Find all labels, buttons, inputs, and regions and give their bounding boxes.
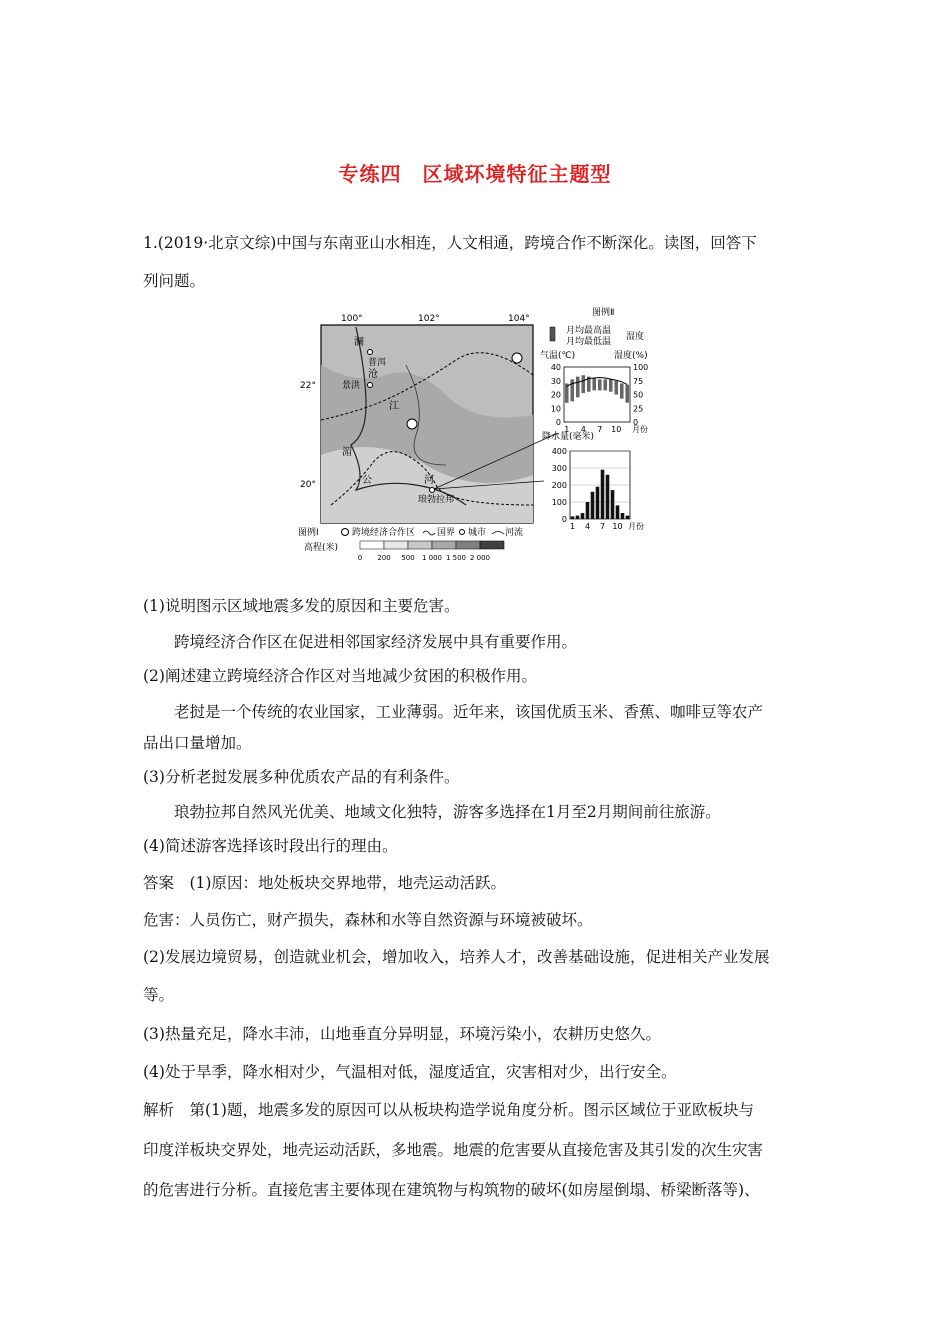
elevation-swatch <box>456 541 480 549</box>
temp-ytick-label: 40 <box>550 363 561 372</box>
humidity-ytick-label: 25 <box>633 404 644 414</box>
precip-bar <box>581 513 585 519</box>
legend1-title: 图例Ⅰ <box>298 528 319 538</box>
precip-xtick-label: 1 <box>569 522 576 531</box>
temp-range-bar <box>603 379 607 390</box>
latitude-label: 20° <box>300 480 316 490</box>
temp-range-bar <box>592 378 596 390</box>
temp-range-bar <box>576 377 580 398</box>
longitude-label: 102° <box>418 314 440 324</box>
precip-ytick-label: 0 <box>561 515 567 524</box>
legend2-max: 月均最高温 <box>566 326 612 336</box>
passage-2-line2: 品出口量增加。 <box>143 734 252 752</box>
precip-bar <box>591 492 595 519</box>
temp-ytick-label: 30 <box>550 376 561 386</box>
analysis-line1: 解析 第(1)题，地震多发的原因可以从板块构造学说角度分析。图示区域位于亚欧板块与 <box>143 1101 754 1119</box>
precip-xtick-label: 4 <box>584 522 591 531</box>
temp-range-bar <box>614 381 618 395</box>
precip-xtick-label: 7 <box>599 522 606 531</box>
precip-bar <box>571 516 575 519</box>
precip-ytick-label: 300 <box>551 464 567 473</box>
longitude-label: 100° <box>341 314 363 324</box>
temp-range-bar <box>625 385 629 403</box>
precip-bar <box>586 502 590 519</box>
temp-range-bar <box>620 384 624 399</box>
temp-xtick-label: 10 <box>611 425 622 434</box>
river-char: 公 <box>362 475 372 486</box>
precip-bar <box>601 470 605 519</box>
legend1-border: 国界 <box>437 528 456 538</box>
passage-1: 跨境经济合作区在促进相邻国家经济发展中具有重要作用。 <box>174 633 578 651</box>
precip-bar <box>611 490 615 519</box>
river-char: 澜 <box>354 337 364 348</box>
city-marker <box>368 350 373 355</box>
passage-2-line1: 老挝是一个传统的农业国家，工业薄弱。近年来，该国优质玉米、香蕉、咖啡豆等农产 <box>174 703 764 721</box>
legend1-city: 城市 <box>468 528 487 538</box>
river-char: 沧 <box>368 369 378 380</box>
temp-axis-title: 气温(℃) <box>540 351 576 361</box>
temp-range-bar <box>565 384 569 403</box>
precip-bar <box>621 513 625 519</box>
answer-2-line2: 等。 <box>143 986 175 1004</box>
answer-1: 答案 (1)原因：地处板块交界地带，地壳运动活跃。 <box>143 874 506 892</box>
humidity-ytick-label: 100 <box>633 363 649 372</box>
elevation-swatch <box>384 541 408 549</box>
elevation-tick-label: 200 <box>377 554 391 562</box>
question-figure <box>296 305 660 569</box>
answer-4: (4)处于旱季，降水相对少，气温相对低，湿度适宜，灾害相对少，出行安全。 <box>143 1063 677 1081</box>
figure-svg <box>296 305 660 569</box>
answer-2-line1: (2)发展边境贸易，创造就业机会，增加收入，培养人才，改善基础设施，促进相关产业发展 <box>143 948 770 966</box>
city-label: 普洱 <box>368 358 387 368</box>
precip-bar <box>606 475 610 519</box>
temp-xtick-label: 1 <box>564 425 570 434</box>
temp-xtick-label: 7 <box>597 425 603 434</box>
passage-3: 琅勃拉邦自然风光优美、地域文化独特，游客多选择在1月至2月期间前往旅游。 <box>174 803 721 821</box>
legend1-elevation-label: 高程(米) <box>304 543 339 553</box>
river-char: 河 <box>424 475 434 486</box>
precip-bar <box>626 516 630 519</box>
humidity-ytick-label: 50 <box>633 390 644 400</box>
humidity-axis-title: 湿度(%) <box>614 351 648 361</box>
humidity-line <box>567 377 628 386</box>
temp-ytick-label: 10 <box>550 404 561 414</box>
humidity-ytick-label: 75 <box>633 376 644 386</box>
question-intro-line2: 列问题。 <box>143 272 206 290</box>
precip-xaxis-label: 月份 <box>628 522 644 531</box>
precip-ytick-label: 400 <box>551 447 567 456</box>
legend2-humidity: 湿度 <box>626 332 645 342</box>
elevation-tick-label: 2 000 <box>469 554 491 562</box>
question-1: (1)说明图示区域地震多发的原因和主要危害。 <box>143 597 460 615</box>
question-2: (2)阐述建立跨境经济合作区对当地减少贫困的积极作用。 <box>143 667 537 685</box>
answer-3: (3)热量充足，降水丰沛，山地垂直分异明显，环境污染小，农耕历史悠久。 <box>143 1025 661 1043</box>
precip-xtick-label: 10 <box>612 522 623 531</box>
river-char: 湄 <box>342 447 352 458</box>
elevation-tick-label: 1 000 <box>421 554 443 562</box>
river-char: 江 <box>389 401 399 412</box>
temp-range-bar <box>581 375 585 393</box>
legend1-river: 河流 <box>505 528 524 538</box>
city-label: 琅勃拉邦 <box>418 495 455 505</box>
precip-bar <box>576 516 580 519</box>
precipitation-chart <box>552 447 644 531</box>
elevation-swatch <box>480 541 504 549</box>
temp-ytick-label: 20 <box>550 390 561 400</box>
temp-range-bar <box>598 379 602 390</box>
question-intro-line1: 1.(2019·北京文综)中国与东南亚山水相连，人文相通，跨境合作不断深化。读图，回答下 <box>143 234 757 252</box>
precip-axis-title: 降水量(毫米) <box>542 432 595 442</box>
temp-range-bar <box>609 379 613 391</box>
elevation-swatch <box>408 541 432 549</box>
cooperation-zone-marker <box>512 353 522 363</box>
precip-bar <box>596 487 600 519</box>
question-3: (3)分析老挝发展多种优质农产品的有利条件。 <box>143 768 460 786</box>
humidity-ytick-label: 0 <box>633 418 639 427</box>
precip-ytick-label: 200 <box>551 481 567 490</box>
temp-xtick-label: 4 <box>580 425 586 434</box>
elevation-scale <box>358 541 504 562</box>
legend1-zone: 跨境经济合作区 <box>352 528 416 538</box>
elevation-tick-label: 0 <box>357 554 363 562</box>
cooperation-zone-marker <box>407 419 417 429</box>
longitude-label: 104° <box>508 314 530 324</box>
analysis-line3: 的危害进行分析。直接危害主要体现在建筑物与构筑物的破坏(如房屋倒塌、桥梁断落等)、 <box>143 1181 760 1199</box>
city-marker <box>368 383 373 388</box>
elevation-tick-label: 500 <box>401 554 415 562</box>
elevation-tick-label: 1 500 <box>445 554 467 562</box>
city-label: 景洪 <box>342 381 361 391</box>
precip-bar <box>616 505 620 519</box>
legend2-title: 图例Ⅱ <box>592 308 615 318</box>
question-4: (4)简述游客选择该时段出行的理由。 <box>143 837 398 855</box>
elevation-swatch <box>360 541 384 549</box>
precip-ytick-label: 100 <box>551 498 567 507</box>
answer-1b: 危害：人员伤亡，财产损失，森林和水等自然资源与环境被破坏。 <box>143 911 593 929</box>
legend2-min: 月均最低温 <box>566 337 612 347</box>
analysis-line2: 印度洋板块交界处，地壳运动活跃，多地震。地震的危害要从直接危害及其引发的次生灾害 <box>143 1141 764 1159</box>
city-marker <box>430 488 435 493</box>
temp-range-bar <box>570 379 574 401</box>
temp-ytick-label: 0 <box>555 418 561 427</box>
page-title: 专练四 区域环境特征主题型 <box>338 162 612 186</box>
latitude-label: 22° <box>300 381 316 391</box>
temp-xaxis-label: 月份 <box>632 425 648 434</box>
elevation-swatch <box>432 541 456 549</box>
temperature-chart <box>551 363 648 434</box>
